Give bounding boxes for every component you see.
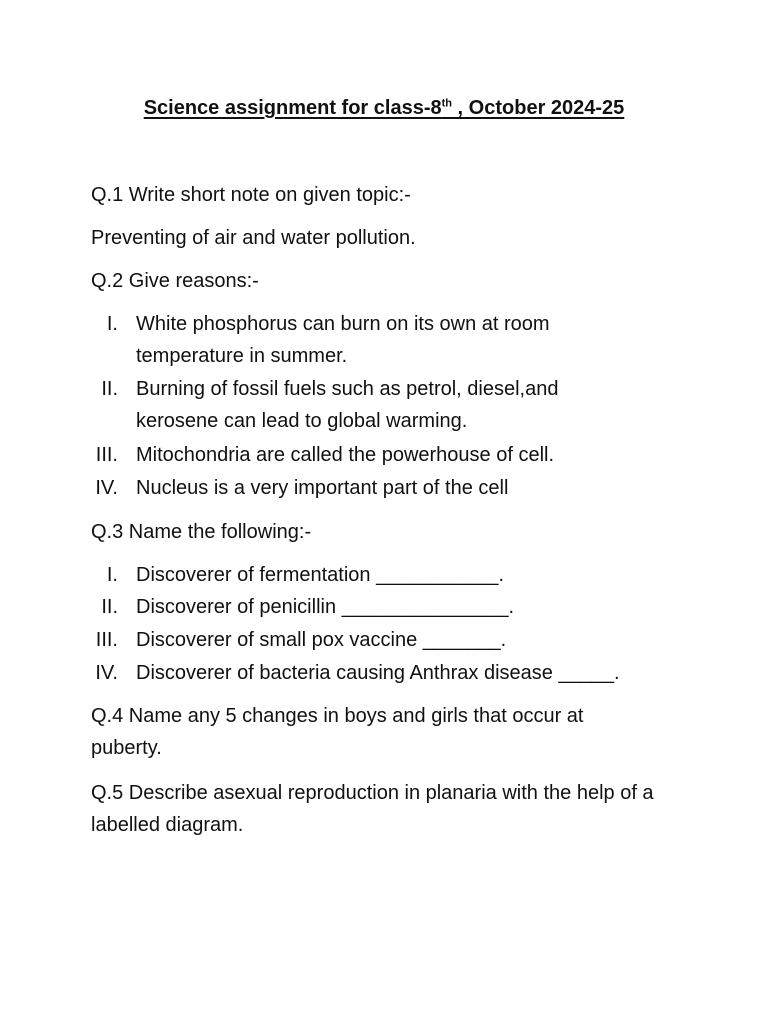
q3-item-2-text: Discoverer of penicillin _______________. [136, 596, 515, 618]
q2-item-1-number: I. [106, 313, 118, 335]
q2-item-1-text: White phosphorus can burn on its own at room temperature in summer. [136, 313, 550, 367]
q4-text: Q.4 Name any 5 changes in boys and girls that occur at puberty. [91, 705, 584, 759]
q2-item-3-number: III. [95, 444, 118, 466]
q3-item-1-number: I. [106, 564, 118, 586]
q5-text: Q.5 Describe asexual reproduction in planaria with the help of a labelled diagram. [91, 782, 654, 836]
q2-heading: Q.2 Give reasons:- [91, 270, 259, 292]
q3-item-4-number: IV. [95, 662, 118, 684]
q2-item-2-text: Burning of fossil fuels such as petrol, diesel,and kerosene can lead to global warming. [136, 378, 559, 432]
q1-topic: Preventing of air and water pollution. [91, 227, 416, 249]
q3-heading: Q.3 Name the following:- [91, 521, 312, 543]
q2-item-2-number: II. [101, 378, 118, 400]
title-text: Science assignment for class-8 [143, 97, 442, 119]
q3-item-1-text: Discoverer of fermentation ___________. [136, 564, 505, 586]
title-main [144, 97, 625, 119]
q3-item-3-text: Discoverer of small pox vaccine _______. [136, 629, 507, 651]
page-title [0, 94, 768, 122]
q3-item-3-number: III. [95, 629, 118, 651]
title-superscript: th [441, 97, 452, 110]
title-rest: , October 2024-25 [452, 97, 625, 119]
q2-item-4-text: Nucleus is a very important part of the cell [136, 477, 509, 499]
q2-item-4-number: IV. [95, 477, 118, 499]
q2-item-3-text: Mitochondria are called the powerhouse of cell. [136, 444, 555, 466]
q3-item-2-number: II. [101, 596, 118, 618]
q3-item-4-text: Discoverer of bacteria causing Anthrax disease _____. [136, 662, 620, 684]
q1-heading: Q.1 Write short note on given topic:- [91, 184, 411, 206]
